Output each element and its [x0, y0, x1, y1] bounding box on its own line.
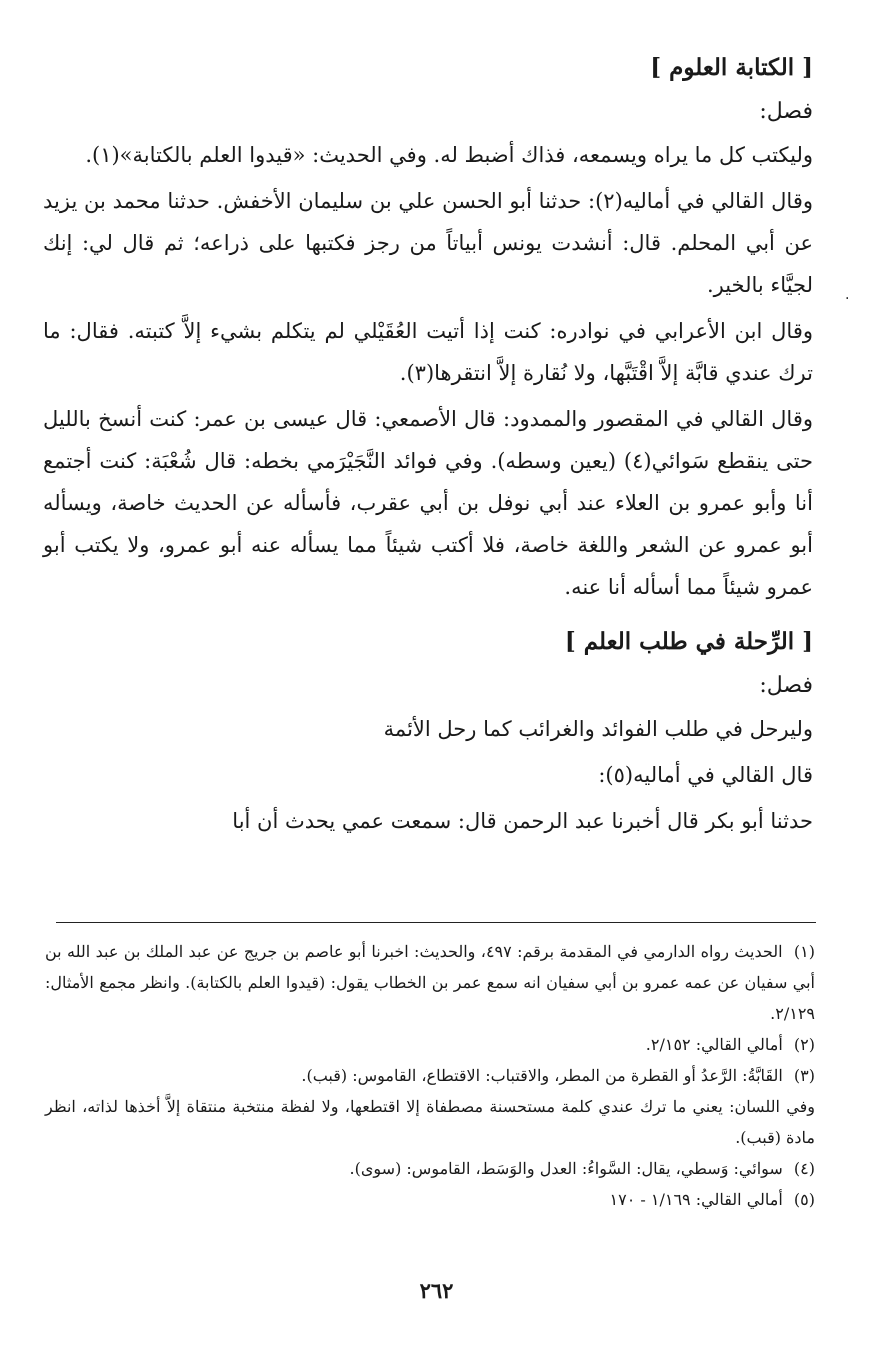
footnote-number: (٢): [793, 1035, 815, 1054]
footnote-number: (٤): [793, 1159, 815, 1178]
footnote-item: [45, 1153, 815, 1184]
footnote-text: القَابَّةُ: الرَّعدُ أو القطرة من المطر، والاقتباب: الاقتطاع، القاموس: (قبب).: [301, 1066, 783, 1085]
footnote-divider: [56, 922, 816, 923]
page-number: ٢٦٢: [419, 1278, 454, 1303]
footnote-number: (١): [793, 942, 815, 961]
footnote-item: [45, 1060, 815, 1091]
footnote-continuation: وفي اللسان: يعني ما ترك عندي كلمة مستحسنة مصطفاة إلا اقتطعها، ولا لفظة منتخبة منتقاة إلاَّ أخذها لذاته، انظر مادة (قبب).: [45, 1097, 815, 1147]
footnote-item: [45, 1029, 815, 1060]
footnote-item: [45, 936, 815, 1029]
main-text: [43, 48, 813, 846]
footnotes: [45, 936, 815, 1215]
footnote-text: الحديث رواه الدارمي في المقدمة برقم: ٤٩٧، والحديث: اخبرنا أبو عاصم بن جريج عن عبد الملك بن عبد الله بن أبي سفيان عن عمه عمرو بن أبي سفيان انه سمع عمر بن الخطاب يقول: (قيدوا العلم بالكتابة). وانظر مجمع الأمثال: ٢/١٢٩.: [45, 942, 815, 1023]
paragraph: وقال القالي في أماليه(٢): حدثنا أبو الحسن علي بن سليمان الأخفش. حدثنا محمد بن يزيد عن أبي المحلم. قال: أنشدت يونس أبياتاً من رجز فكتبها على ذراعه؛ ثم قال لي: إنك لجيَّاء بالخير.: [43, 189, 813, 297]
paragraph: حدثنا أبو بكر قال أخبرنا عبد الرحمن قال: سمعت عمي يحدث أن أبا: [232, 809, 813, 833]
section-heading-writing: [ الكتابة العلوم ]: [650, 54, 813, 81]
footnote-number: (٥): [793, 1190, 815, 1209]
paragraph: قال القالي في أماليه(٥):: [598, 763, 813, 787]
footnote-number: (٣): [793, 1066, 815, 1085]
paragraph: وقال ابن الأعرابي في نوادره: كنت إذا أتيت العُقَيْلي لم يتكلم بشيء إلاَّ كتبته. فقال: ما ترك عندي قابَّة إلاَّ اقْتَبَّها، ولا نُقارة إلاَّ انتقرها(٣).: [43, 319, 813, 385]
footnote-item: [45, 1184, 815, 1215]
footnote-text: أمالي القالي: ٢/١٥٢.: [645, 1035, 783, 1054]
footnote-text: سوائي: وَسطي، يقال: السَّواءُ: العدل والوَسَط، القاموس: (سوى).: [349, 1159, 783, 1178]
section-heading-travel: [ الرِّحلة في طلب العلم ]: [564, 628, 813, 655]
paragraph: وليكتب كل ما يراه ويسمعه، فذاك أضبط له. وفي الحديث: «قيدوا العلم بالكتابة»(١).: [85, 143, 813, 167]
footnote-text: أمالي القالي: ١/١٦٩ - ١٧٠: [609, 1190, 783, 1209]
paragraph: وليرحل في طلب الفوائد والغرائب كما رحل الأئمة: [383, 717, 813, 741]
paragraph: وقال القالي في المقصور والممدود: قال الأصمعي: قال عيسى بن عمر: كنت أنسخ بالليل حتى ينقطع سَوائي(٤) (يعين وسطه). وفي فوائد النَّجَيْرَمي بخطه: قال شُعْبَة: كنت أجتمع أنا وأبو عمرو بن العلاء عند أبي نوفل بن أبي عقرب، فأسأله عن الحديث خاصة، ويسأله أبو عمرو عن الشعر واللغة خاصة، فلا أكتب شيئاً مما يسأله عنه أبو عمرو، ولا يكتب أبو عمرو شيئاً مما أسأله أنا عنه.: [43, 407, 813, 599]
margin-mark: ٠: [843, 290, 851, 306]
section-label-fasl: فصل:: [759, 673, 813, 698]
section-label-fasl: فصل:: [759, 99, 813, 124]
